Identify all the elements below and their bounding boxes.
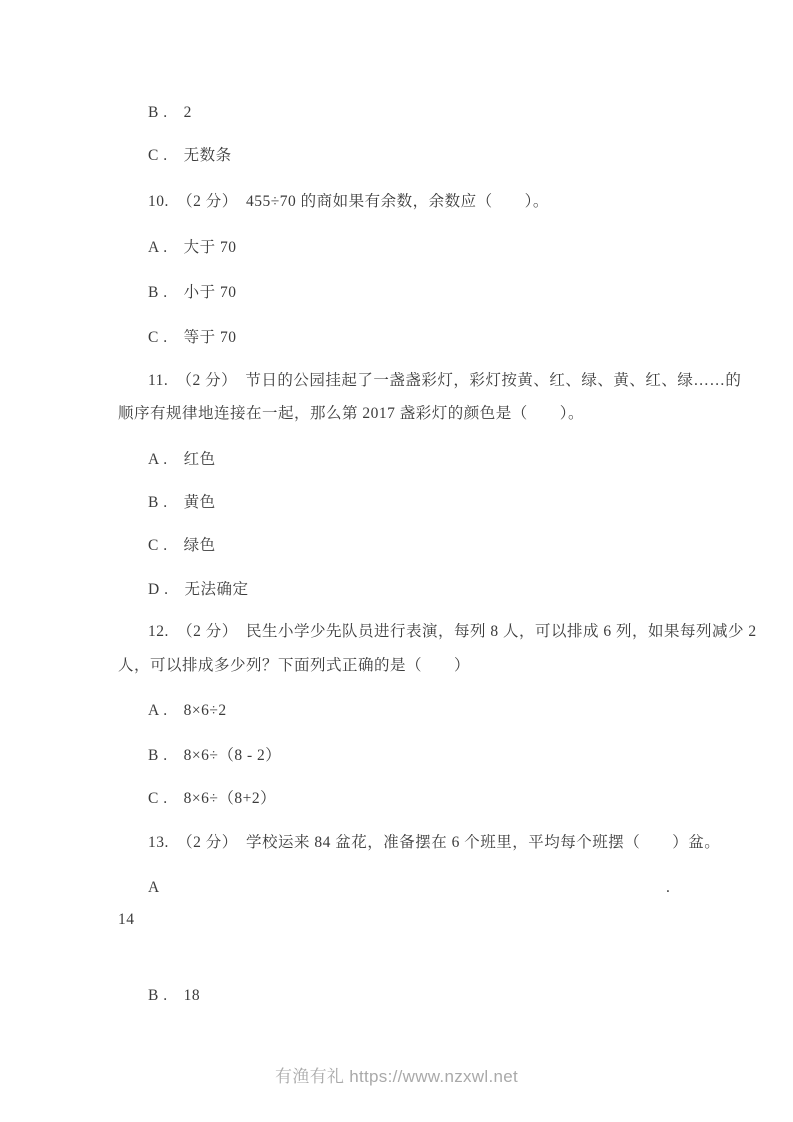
question-11-option-a: A . 红色 — [148, 451, 216, 468]
question-13-option-a-label: A — [148, 879, 160, 896]
question-10-option-c: C . 等于 70 — [148, 329, 237, 346]
prev-question-option-c: C . 无数条 — [148, 147, 232, 164]
question-12-stem-line-2: 人，可以排成多少列？下面列式正确的是（ ） — [118, 657, 471, 674]
question-12-stem-line-1: 12. （2 分） 民生小学少先队员进行表演，每列 8 人，可以排成 6 列，如果每列减少 2 — [148, 623, 757, 640]
question-13-stem: 13. （2 分） 学校运来 84 盆花，准备摆在 6 个班里，平均每个班摆（ ）盆。 — [148, 834, 721, 851]
question-13-option-b: B . 18 — [148, 987, 201, 1004]
question-13-option-a-dot: . — [666, 879, 670, 896]
question-11-stem-line-1: 11. （2 分） 节日的公园挂起了一盏盏彩灯，彩灯按黄、红、绿、黄、红、绿……的 — [148, 372, 742, 389]
question-13-option-a-value: 14 — [118, 911, 135, 928]
question-10-stem: 10. （2 分） 455÷70 的商如果有余数，余数应（ ）。 — [148, 193, 549, 210]
prev-question-option-b: B . 2 — [148, 104, 192, 121]
question-12-option-c: C . 8×6÷（8+2） — [148, 790, 277, 807]
question-10-option-b: B . 小于 70 — [148, 284, 237, 301]
question-10-option-a: A . 大于 70 — [148, 239, 237, 256]
question-12-option-b: B . 8×6÷（8 - 2） — [148, 747, 282, 764]
question-11-stem-line-2: 顺序有规律地连接在一起，那么第 2017 盏彩灯的颜色是（ ）。 — [118, 405, 585, 422]
question-12-option-a: A . 8×6÷2 — [148, 702, 227, 719]
footer-watermark: 有渔有礼 https://www.nzxwl.net — [274, 1067, 519, 1086]
question-11-option-b: B . 黄色 — [148, 494, 216, 511]
question-11-option-c: C . 绿色 — [148, 537, 216, 554]
question-11-option-d: D . 无法确定 — [148, 581, 249, 598]
